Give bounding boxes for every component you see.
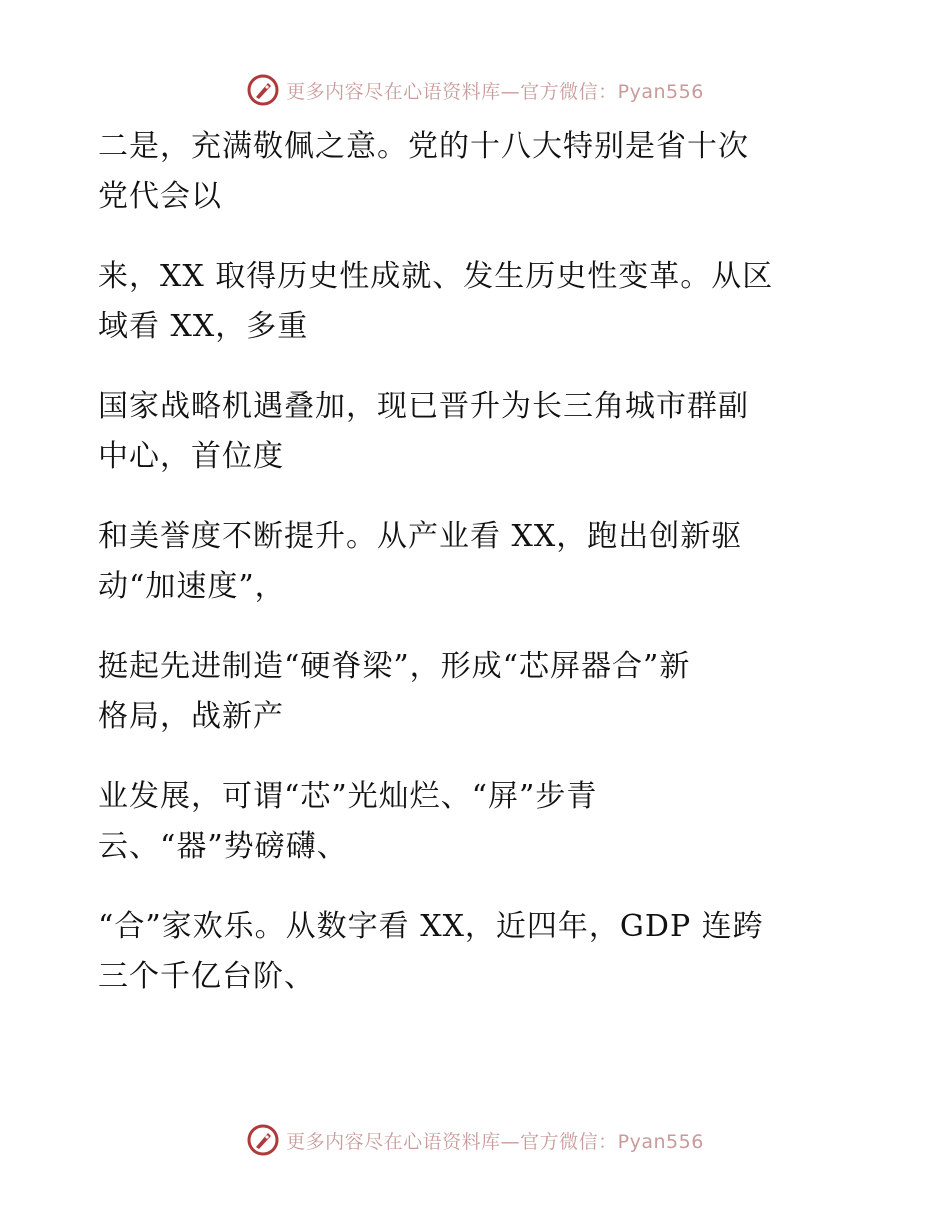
watermark-text: 更多内容尽在心语资料库—官方微信：Pyan556 <box>286 80 704 103</box>
pen-nib-icon <box>246 1123 280 1157</box>
paragraph <box>98 252 858 352</box>
text-line: 和美誉度不断提升。从产业看 XX，跑出创新驱 <box>98 519 743 554</box>
paragraph <box>98 642 858 742</box>
paragraph <box>98 382 858 482</box>
text-line: 中心，首位度 <box>98 439 284 474</box>
text-line: 国家战略机遇叠加，现已晋升为长三角城市群副 <box>98 389 749 424</box>
header-watermark <box>0 70 950 110</box>
text-line: 格局，战新产 <box>98 699 284 734</box>
text-line: 党代会以 <box>98 179 222 214</box>
text-line: “合”家欢乐。从数字看 XX，近四年，GDP 连跨 <box>98 909 764 944</box>
text-line: 云、“器”势磅礴、 <box>98 829 348 864</box>
text-line: 三个千亿台阶、 <box>98 959 315 994</box>
text-line: 业发展，可谓“芯”光灿烂、“屏”步青 <box>98 779 598 814</box>
document-body <box>98 122 858 1032</box>
paragraph <box>98 902 858 1002</box>
paragraph <box>98 772 858 872</box>
text-line: 域看 XX，多重 <box>98 309 309 344</box>
text-line: 二是，充满敬佩之意。党的十八大特别是省十次 <box>98 129 749 164</box>
watermark-text: 更多内容尽在心语资料库—官方微信：Pyan556 <box>286 1130 704 1153</box>
pen-nib-icon <box>246 73 280 107</box>
paragraph <box>98 122 858 222</box>
footer-watermark <box>0 1120 950 1160</box>
text-line: 来，XX 取得历史性成就、发生历史性变革。从区 <box>98 259 774 294</box>
text-line: 动“加速度”， <box>98 569 286 604</box>
paragraph <box>98 512 858 612</box>
text-line: 挺起先进制造“硬脊梁”，形成“芯屏器合”新 <box>98 649 691 684</box>
